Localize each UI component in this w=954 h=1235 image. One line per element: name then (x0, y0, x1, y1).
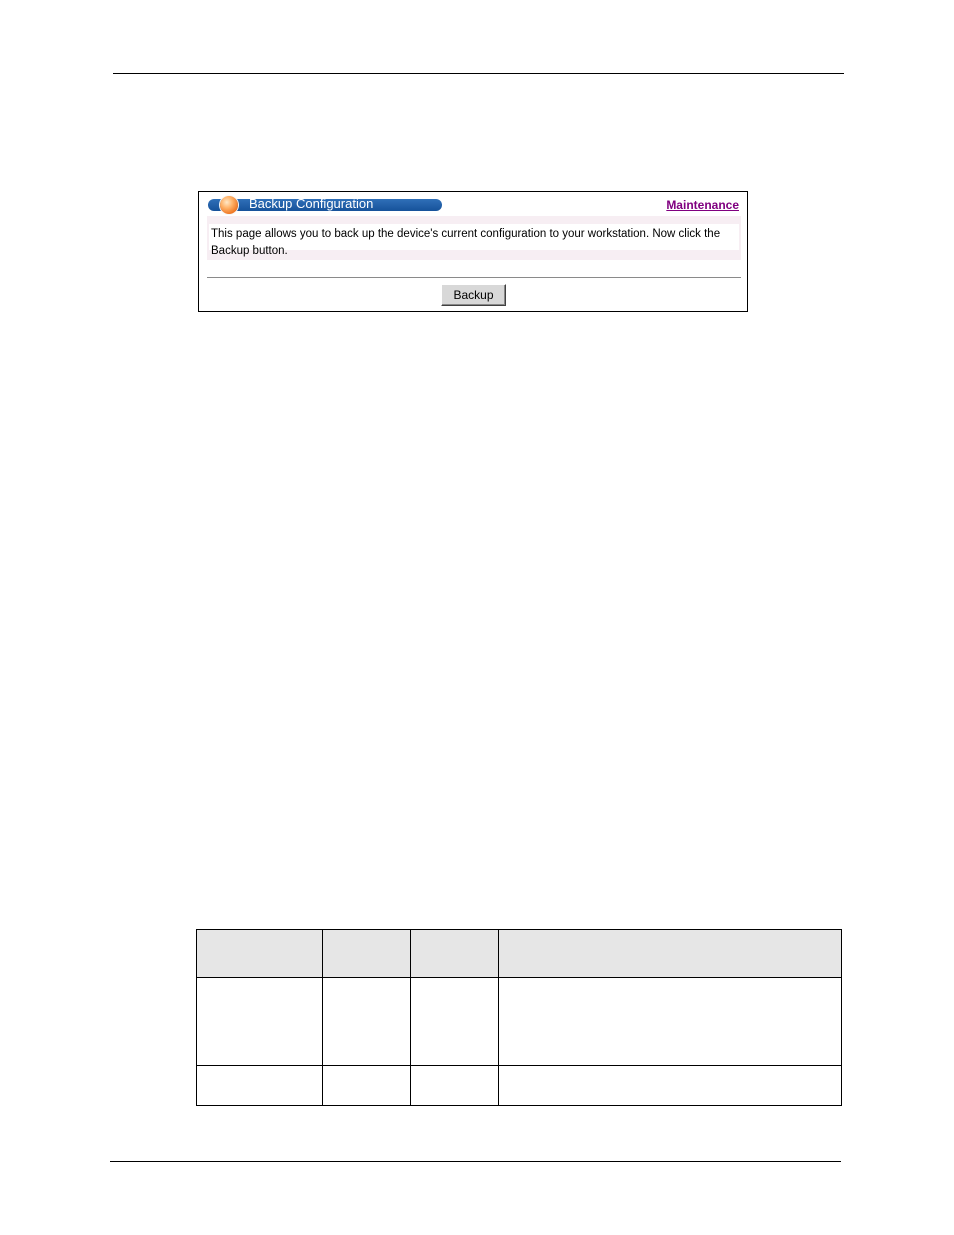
reference-table (196, 929, 842, 1106)
maintenance-link[interactable]: Maintenance (666, 198, 739, 212)
header-rule (113, 73, 844, 74)
table-cell (197, 1066, 323, 1106)
backup-configuration-panel (198, 191, 748, 312)
table-cell (499, 1066, 842, 1106)
description-text: This page allows you to back up the device's current configuration to your workstation. Now click the Backup button. (211, 228, 721, 257)
panel-title: Backup Configuration (249, 196, 374, 211)
table-cell (411, 978, 499, 1066)
backup-button[interactable]: Backup (441, 284, 506, 306)
footer-rule (110, 1161, 841, 1162)
table-cell (499, 978, 842, 1066)
table-row (197, 978, 842, 1066)
table-cell (323, 978, 411, 1066)
table-cell (323, 1066, 411, 1106)
table-row (197, 1066, 842, 1106)
table-header-cell (411, 930, 499, 978)
table-cell (197, 978, 323, 1066)
table-header-row (197, 930, 842, 978)
table-cell (411, 1066, 499, 1106)
table-header-cell (197, 930, 323, 978)
table-header-cell (323, 930, 411, 978)
table-header-cell (499, 930, 842, 978)
title-orb-icon (220, 196, 238, 214)
divider (207, 277, 741, 279)
